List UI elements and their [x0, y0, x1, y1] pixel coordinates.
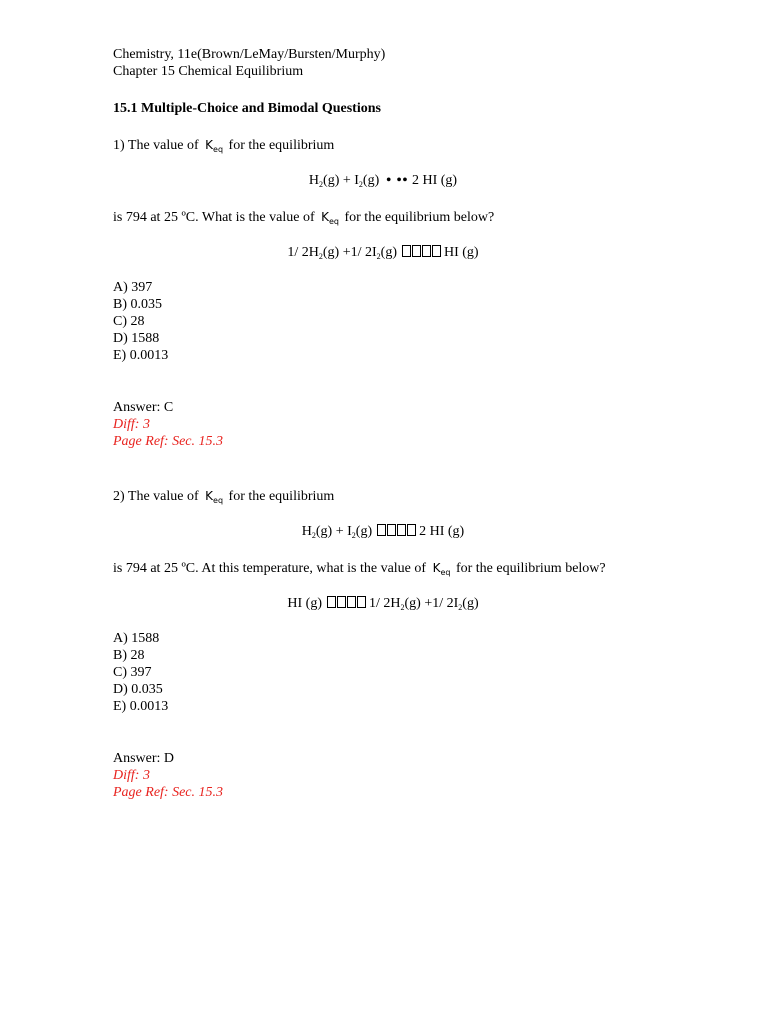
question-2-intro [113, 488, 673, 505]
option-d: D) 0.035 [113, 682, 163, 697]
document-page [113, 46, 673, 801]
question-1 [113, 137, 673, 450]
option-e: E) 0.0013 [113, 348, 169, 363]
question-1-intro [113, 137, 673, 154]
question-1-options [113, 279, 673, 364]
question-1-equation-2: 1/ $2H_2(g) +1/$ $2I_2(g)$ HI (g) [287, 245, 479, 261]
option-e: E) 0.0013 [113, 699, 169, 714]
question-2-intro-suffix: for the equilibrium [228, 489, 335, 504]
section-heading: 15.1 Multiple-Choice and Bimodal Questions [113, 101, 381, 116]
question-1-page-ref: Page Ref: Sec. 15.3 [113, 434, 224, 449]
question-2-follow [113, 560, 673, 577]
question-2-page-ref: Page Ref: Sec. 15.3 [113, 785, 224, 800]
question-2-equation-2: HI (g) 1/ $2H_2(g) +1/$ $2I_2(g)$ [287, 596, 479, 612]
keq-symbol: $K_{eq}$ [205, 489, 224, 505]
keq-symbol: $K_{eq}$ [321, 210, 339, 226]
option-b: B) 28 [113, 648, 145, 663]
option-c: C) 397 [113, 665, 152, 680]
option-a: A) 397 [113, 280, 153, 295]
question-2 [113, 488, 673, 801]
question-1-difficulty: Diff: 3 [113, 417, 150, 432]
question-1-intro-suffix: for the equilibrium [228, 138, 335, 153]
question-2-intro-prefix: 2) The value of [113, 489, 199, 504]
keq-symbol: $K_{eq}$ [205, 138, 224, 154]
question-1-follow [113, 209, 673, 226]
question-2-equation-1: $H_2(g) + I_2(g)$ 2 HI (g) [301, 524, 465, 540]
question-2-follow-suffix: for the equilibrium below? [455, 561, 606, 576]
keq-symbol: $K_{eq}$ [432, 561, 451, 577]
question-2-options [113, 630, 673, 715]
question-2-follow-prefix: is 794 at 25 ºC. At this temperature, what is the value of [113, 561, 427, 576]
question-1-follow-suffix: for the equilibrium below? [344, 210, 495, 225]
question-2-difficulty: Diff: 3 [113, 768, 150, 783]
question-1-answer: Answer: C [113, 400, 174, 415]
question-1-intro-prefix: 1) The value of [113, 138, 199, 153]
question-1-follow-prefix: is 794 at 25 ºC. What is the value of [113, 210, 315, 225]
option-b: B) 0.035 [113, 297, 162, 312]
option-c: C) 28 [113, 314, 145, 329]
book-title: Chemistry, 11e(Brown/LeMay/Bursten/Murphy) [113, 47, 386, 62]
option-a: A) 1588 [113, 631, 160, 646]
chapter-title: Chapter 15 Chemical Equilibrium [113, 64, 304, 79]
option-d: D) 1588 [113, 331, 160, 346]
question-2-answer: Answer: D [113, 751, 175, 766]
question-1-equation-1: $H_2(g) + I_2(g)$ • •• 2 HI (g) [308, 173, 458, 189]
